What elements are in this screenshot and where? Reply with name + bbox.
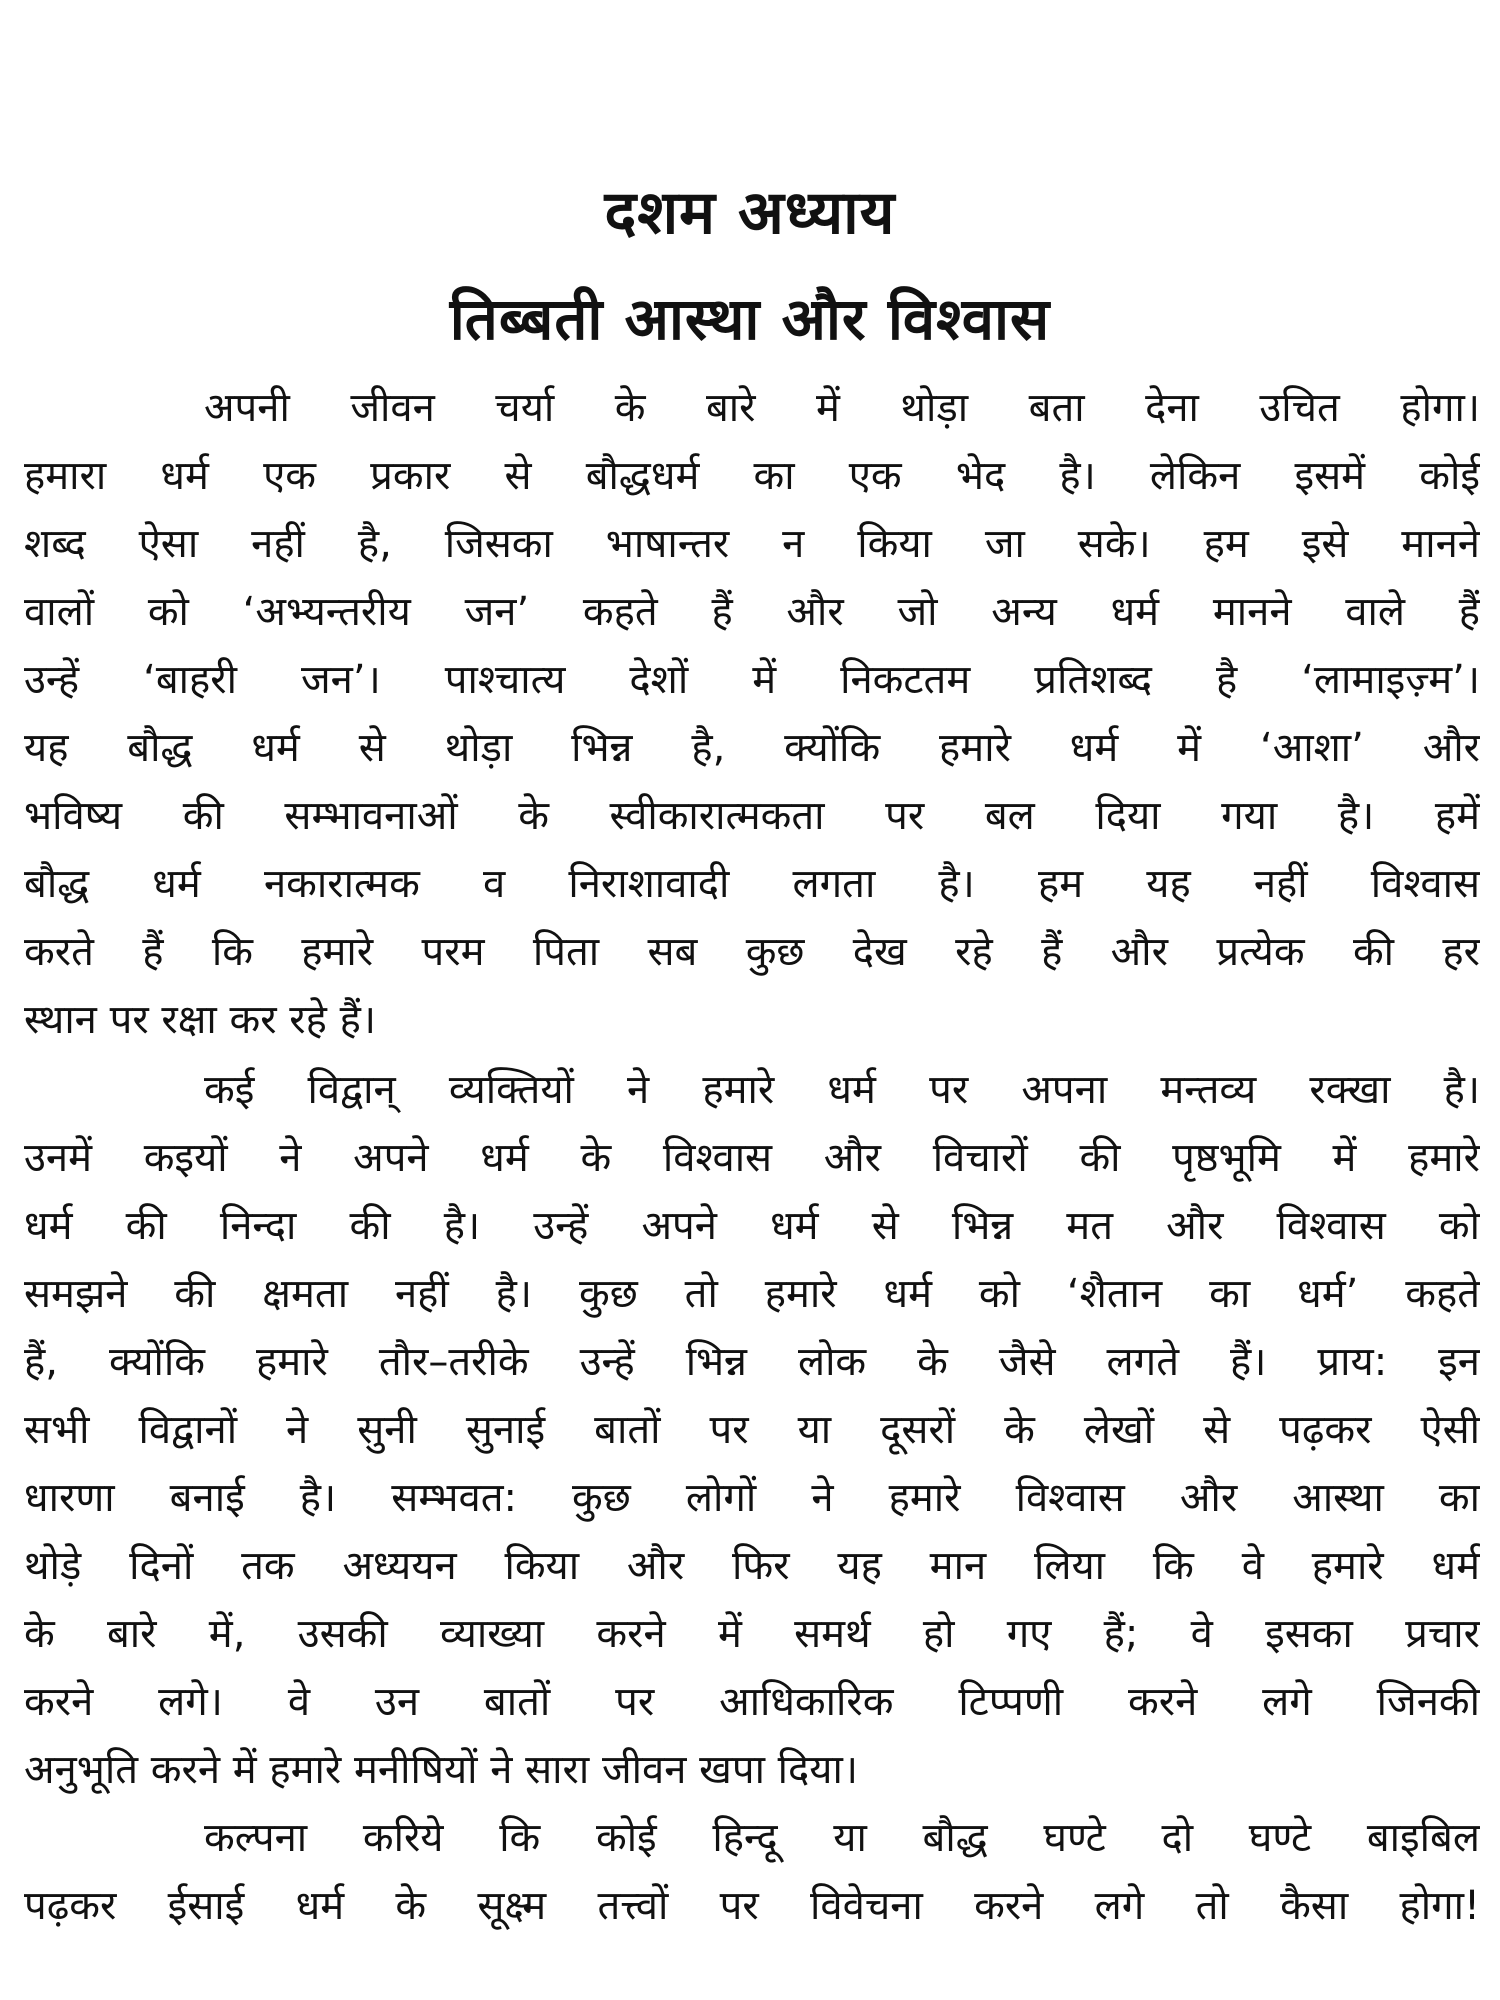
text-line: भविष्य की सम्भावनाओं के स्वीकारात्मकता पर बल दिया गया है। हमें: [24, 793, 1480, 839]
text-line: हमारा धर्म एक प्रकार से बौद्धधर्म का एक भेद है। लेकिन इसमें कोई: [24, 453, 1480, 499]
text-line: के बारे में, उसकी व्याख्या करने में समर्थ हो गए हैं; वे इसका प्रचार: [24, 1611, 1480, 1657]
text-line: वालों को ‘अभ्यन्तरीय जन’ कहते हैं और जो अन्य धर्म मानने वाले हैं: [24, 589, 1480, 635]
text-line: अपनी जीवन चर्या के बारे में थोड़ा बता देना उचित होगा।: [204, 385, 1480, 431]
paragraph-3: [24, 1804, 1480, 1940]
text-line: धारणा बनाई है। सम्भवत: कुछ लोगों ने हमारे विश्वास और आस्था का: [24, 1475, 1480, 1521]
text-line: सभी विद्वानों ने सुनी सुनाई बातों पर या दूसरों के लेखों से पढ़कर ऐसी: [24, 1407, 1480, 1453]
text-line: कल्पना करिये कि कोई हिन्दू या बौद्ध घण्टे दो घण्टे बाइबिल: [204, 1815, 1480, 1861]
text-line: शब्द ऐसा नहीं है, जिसका भाषान्तर न किया जा सके। हम इसे मानने: [24, 521, 1480, 567]
text-line: अनुभूति करने में हमारे मनीषियों ने सारा जीवन खपा दिया।: [24, 1747, 858, 1793]
text-line: बौद्ध धर्म नकारात्मक व निराशावादी लगता है। हम यह नहीं विश्वास: [24, 861, 1480, 907]
text-line: उनमें कइयों ने अपने धर्म के विश्वास और विचारों की पृष्ठभूमि में हमारे: [24, 1135, 1480, 1181]
chapter-subtitle: तिब्बती आस्था और विश्वास: [449, 285, 1051, 353]
paragraph-2: [24, 1056, 1480, 1804]
text-line: उन्हें ‘बाहरी जन’। पाश्चात्य देशों में निकटतम प्रतिशब्द है ‘लामाइज़्म’।: [24, 657, 1480, 703]
chapter-number-title: दशम अध्याय: [604, 178, 896, 248]
text-line: समझने की क्षमता नहीं है। कुछ तो हमारे धर्म को ‘शैतान का धर्म’ कहते: [24, 1271, 1480, 1317]
text-line: यह बौद्ध धर्म से थोड़ा भिन्न है, क्योंकि हमारे धर्म में ‘आशा’ और: [24, 725, 1480, 771]
text-line: कई विद्वान् व्यक्तियों ने हमारे धर्म पर अपना मन्तव्य रक्खा है।: [204, 1067, 1480, 1113]
text-line: धर्म की निन्दा की है। उन्हें अपने धर्म से भिन्न मत और विश्वास को: [24, 1203, 1480, 1249]
text-line: थोड़े दिनों तक अध्ययन किया और फिर यह मान लिया कि वे हमारे धर्म: [24, 1543, 1480, 1589]
text-line: करते हैं कि हमारे परम पिता सब कुछ देख रहे हैं और प्रत्येक की हर: [24, 929, 1480, 975]
paragraph-1: [24, 374, 1480, 1054]
text-line: हैं, क्योंकि हमारे तौर–तरीके उन्हें भिन्न लोक के जैसे लगते हैं। प्राय: इन: [24, 1339, 1480, 1385]
text-line: पढ़कर ईसाई धर्म के सूक्ष्म तत्त्वों पर विवेचना करने लगे तो कैसा होगा!: [24, 1883, 1480, 1929]
text-line: करने लगे। वे उन बातों पर आधिकारिक टिप्पणी करने लगे जिनकी: [24, 1679, 1480, 1725]
text-line: स्थान पर रक्षा कर रहे हैं।: [24, 997, 377, 1043]
